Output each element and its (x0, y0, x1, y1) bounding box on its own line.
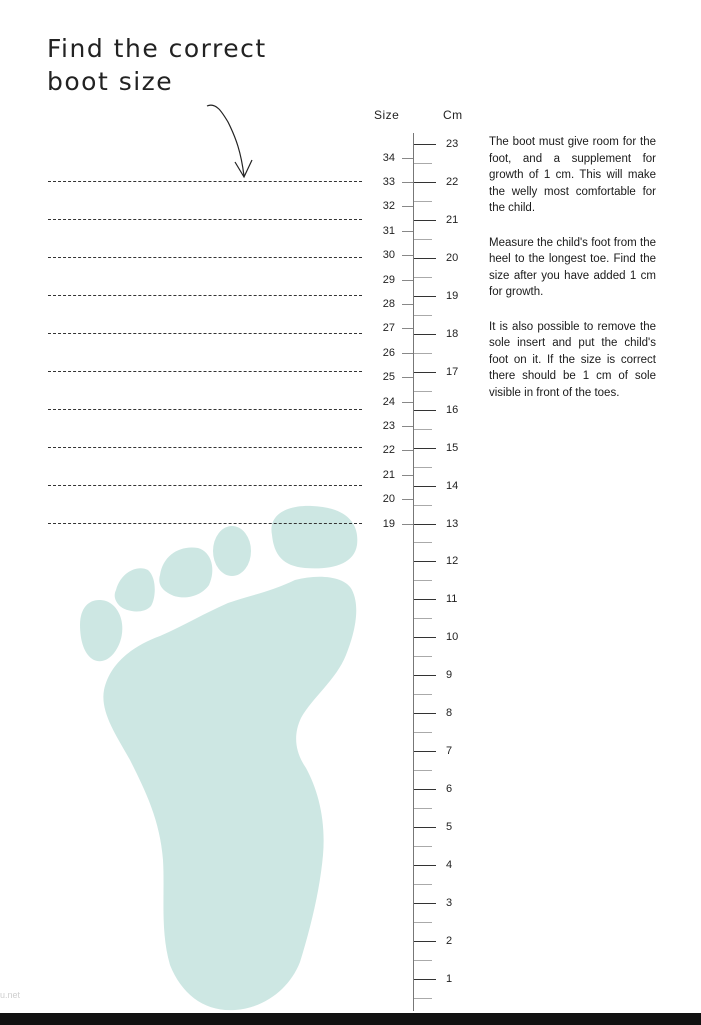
size-tick (402, 524, 413, 525)
cm-tick (414, 561, 436, 562)
half-cm-tick (414, 429, 432, 430)
size-tick (402, 328, 413, 329)
cm-label: 19 (446, 289, 459, 302)
half-cm-tick (414, 542, 432, 543)
half-cm-tick (414, 808, 432, 809)
cm-tick (414, 448, 436, 449)
cm-label: 5 (446, 821, 453, 834)
size-label: 27 (382, 322, 395, 335)
size-tick (402, 158, 413, 159)
half-cm-tick (414, 277, 432, 278)
size-tick (402, 353, 413, 354)
cm-tick (414, 220, 436, 221)
guide-line (48, 447, 362, 448)
guide-line (48, 219, 362, 220)
cm-label: 9 (446, 669, 453, 682)
half-cm-tick (414, 353, 432, 354)
guide-line (48, 485, 362, 486)
size-tick (402, 450, 413, 451)
size-label: 24 (382, 395, 395, 408)
instruction-paragraph-3: It is also possible to remove the sole insert and put the child's foot on it. If the size is correct there should be 1 cm of sole visible in front of the toes. (489, 320, 656, 399)
cm-tick (414, 675, 436, 676)
size-label: 34 (382, 151, 395, 164)
half-cm-tick (414, 770, 432, 771)
half-cm-tick (414, 656, 432, 657)
size-tick (402, 426, 413, 427)
ruler-axis-line (413, 133, 414, 1011)
cm-tick (414, 713, 436, 714)
cm-tick (414, 903, 436, 904)
cm-tick (414, 486, 436, 487)
size-label: 26 (382, 346, 395, 359)
size-tick (402, 304, 413, 305)
cm-label: 21 (446, 213, 459, 226)
cm-label: 4 (446, 859, 453, 872)
cm-tick (414, 144, 436, 145)
cm-label: 7 (446, 745, 453, 758)
cm-label: 10 (446, 631, 459, 644)
cm-tick (414, 296, 436, 297)
cm-label: 3 (446, 897, 453, 909)
size-label: 32 (382, 200, 395, 213)
size-tick (402, 402, 413, 403)
cm-label: 8 (446, 707, 453, 720)
cm-tick (414, 979, 436, 980)
half-cm-tick (414, 884, 432, 885)
size-label: 30 (382, 249, 395, 262)
size-label: 21 (382, 468, 395, 481)
cm-tick (414, 182, 436, 183)
instruction-paragraph-2: Measure the child's foot from the heel to the longest toe. Find the size after you have added 1 cm for growth. (489, 236, 656, 298)
half-cm-tick (414, 239, 432, 240)
cm-label: 13 (446, 517, 459, 530)
half-cm-tick (414, 694, 432, 695)
cm-tick (414, 941, 436, 942)
half-cm-tick (414, 201, 432, 202)
guide-line (48, 523, 362, 524)
half-cm-tick (414, 846, 432, 847)
size-label: 25 (382, 371, 395, 384)
half-cm-tick (414, 960, 432, 961)
cm-tick (414, 410, 436, 411)
cm-label: 12 (446, 555, 459, 568)
size-tick (402, 499, 413, 500)
cm-label: 17 (446, 365, 459, 378)
half-cm-tick (414, 163, 432, 164)
size-tick (402, 255, 413, 256)
size-tick (402, 206, 413, 207)
size-tick (402, 231, 413, 232)
cm-tick (414, 372, 436, 373)
half-cm-tick (414, 998, 432, 999)
cm-label: 23 (446, 138, 459, 150)
bottom-bar (0, 1013, 701, 1025)
half-cm-tick (414, 618, 432, 619)
half-cm-tick (414, 315, 432, 316)
cm-label: 6 (446, 783, 453, 796)
size-tick (402, 475, 413, 476)
guide-line (48, 371, 362, 372)
instruction-paragraph-1: The boot must give room for the foot, and a supplement for growth of 1 cm. This will make the welly most comfortable for the child. (489, 136, 656, 214)
instructions-text (489, 134, 656, 419)
half-cm-tick (414, 580, 432, 581)
cm-tick (414, 827, 436, 828)
guide-line (48, 257, 362, 258)
guide-line (48, 295, 362, 296)
size-tick (402, 182, 413, 183)
cm-label: 15 (446, 441, 459, 454)
cm-label: 20 (446, 251, 459, 264)
size-label: 19 (382, 517, 395, 530)
guide-line (48, 409, 362, 410)
cm-tick (414, 599, 436, 600)
guide-line (48, 181, 362, 182)
guide-line (48, 333, 362, 334)
watermark: u.net (0, 990, 21, 1000)
cm-tick (414, 637, 436, 638)
cm-label: 22 (446, 175, 459, 188)
size-label: 20 (382, 493, 395, 506)
cm-tick (414, 524, 436, 525)
cm-tick (414, 258, 436, 259)
half-cm-tick (414, 505, 432, 506)
cm-label: 18 (446, 327, 459, 340)
half-cm-tick (414, 467, 432, 468)
cm-label: 16 (446, 403, 459, 416)
size-tick (402, 377, 413, 378)
cm-tick (414, 789, 436, 790)
half-cm-tick (414, 391, 432, 392)
title-line-1: Find the correct (47, 34, 267, 63)
size-label: 33 (382, 175, 395, 188)
cm-tick (414, 751, 436, 752)
size-column-header: Size (374, 108, 400, 122)
size-label: 31 (382, 224, 395, 237)
half-cm-tick (414, 922, 432, 923)
size-label: 23 (382, 419, 395, 432)
size-tick (402, 280, 413, 281)
half-cm-tick (414, 732, 432, 733)
title-line-2: boot size (47, 67, 174, 96)
size-label: 22 (382, 444, 395, 457)
cm-label: 1 (446, 972, 453, 985)
cm-label: 14 (446, 479, 459, 492)
cm-tick (414, 865, 436, 866)
cm-label: 11 (446, 593, 458, 606)
cm-column-header: Cm (443, 108, 463, 122)
size-label: 29 (382, 273, 395, 286)
size-label: 28 (382, 297, 395, 310)
cm-tick (414, 334, 436, 335)
cm-label: 2 (446, 934, 453, 947)
